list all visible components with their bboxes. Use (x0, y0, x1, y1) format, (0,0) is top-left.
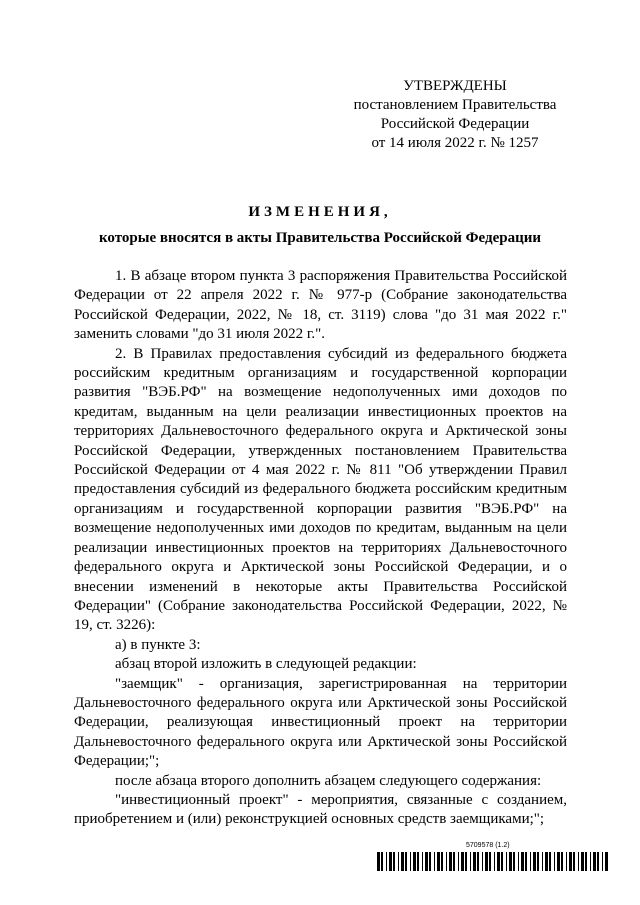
paragraph: а) в пункте 3: (115, 636, 201, 653)
document-body (74, 267, 567, 830)
barcode (377, 852, 609, 871)
paragraph: абзац второй изложить в следующей редакции: (115, 656, 417, 673)
title-sub: которые вносятся в акты Правительства Российской Федерации (98, 230, 542, 246)
paragraph: 1. В абзаце втором пункта 3 распоряжения Правительства Российской Федерации от 22 апреля 2022 г. № 977-р (Собрание законодательства Российской Федерации, 2022, № 18, ст. 3119) слова "до 31 мая 2022 г." заменить словами "до 31 июля 2022 г.". (74, 268, 567, 343)
paragraph: 2. В Правилах предоставления субсидий из федерального бюджета российским кредитным организациям и государственной корпорации развития "ВЭБ.РФ" на возмещение недополученных ими доходов по кредитам, выданным на цели реализации инвестиционных проектов на территориях Дальневосточного федерального округа и Арктической зоны Российской Федерации, утвержденных постановлением Правительства Российской Федерации от 4 мая 2022 г. № 811 "Об утверждении Правил предоставления субсидий из федерального бюджета российским кредитным организациям и государственной корпорации развития "ВЭБ.РФ" на возмещение недополученных ими доходов по кредитам, выданным на цели реализации инвестиционных проектов на территориях Дальневосточного федерального округа и Арктической зоны Российской Федерации, и о внесении изменений в некоторые акты Правительства Российской Федерации" (Собрание законодательства Российской Федерации, 2022, № 19, ст. 3226): (74, 345, 567, 634)
title-main: ИЗМЕНЕНИЯ, (248, 204, 392, 220)
paragraph: "заемщик" - организация, зарегистрированная на территории Дальневосточного федерального округа или Арктической зоны Российской Федерации, реализующая инвестиционный проект на территории Дальневосточного федерального округа или Арктической зоны Российской Федерации;"; (74, 675, 567, 770)
document-title (40, 199, 600, 251)
approved-date-line: от 14 июля 2022 г. № 1257 (371, 135, 539, 151)
approved-org-line: Российской Федерации (380, 116, 530, 132)
barcode-number: 5709578 (1.2) (466, 842, 510, 849)
approval-block (330, 77, 580, 153)
paragraph: "инвестиционный проект" - мероприятия, связанные с созданием, приобретением и (или) реконструкцией основных средств заемщиками;"; (74, 791, 567, 828)
paragraph: после абзаца второго дополнить абзацем следующего содержания: (115, 772, 542, 789)
approved-by-line: постановлением Правительства (353, 97, 557, 113)
approved-heading: УТВЕРЖДЕНЫ (403, 78, 507, 94)
